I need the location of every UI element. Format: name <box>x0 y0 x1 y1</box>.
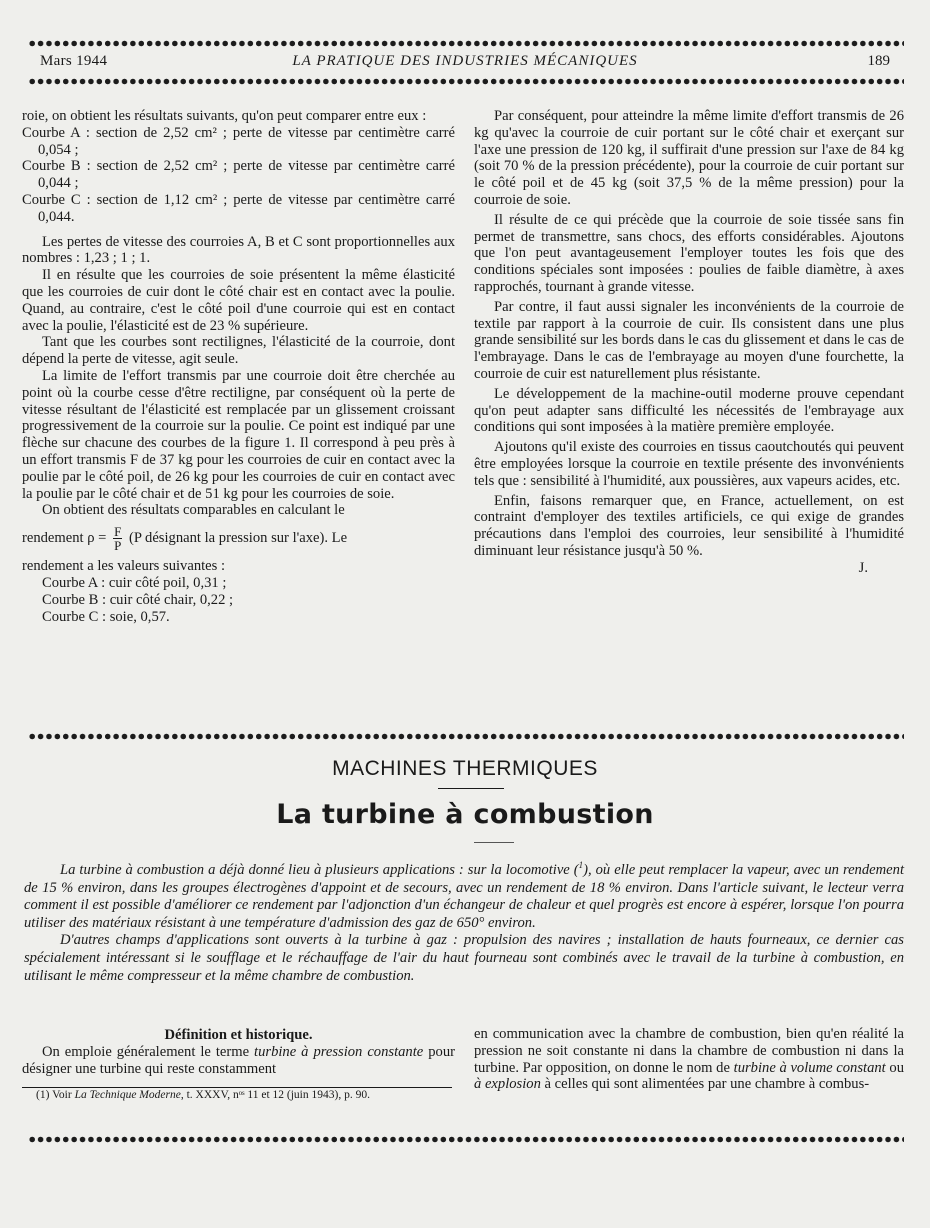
paragraph: La limite de l'effort transmis par une courroie doit être cherchée au point où la courbe cesse d'être rectiligne, par conséquent où la perte de vitesse résultant de l'élasticité est remplacée par un glissement croissant progressivement de la courroie sur la poulie. Ce point est indiqué par une flèche sur chacune des courbes de la figure 1. Il correspond à peu près à un effort transmis F de 37 kg pour les courroies de cuir en contact avec la poulie par le côté poil, de 26 kg pour les courroies de cuir en contact avec la poulie par le côté chair et de 51 kg pour les courroies de soie. <box>22 367 455 502</box>
yield-c-line: Courbe C : soie, 0,57. <box>42 608 170 625</box>
header-dotted-rule <box>28 78 904 85</box>
issue-date: Mars 1944 <box>40 53 108 69</box>
text-run: On emploie généralement le terme <box>42 1043 255 1060</box>
author-signature: J. <box>858 559 868 576</box>
footnote-ref: 1 <box>578 860 584 871</box>
paragraph: Par conséquent, pour atteindre la même limite d'effort transmis de 26 kg qu'avec la courroie de cuir portant sur le côté chair et exerçant sur l'axe une pression de 120 kg, il suffirait d'une pression sur l'axe de 84 kg (soit 70 % de la pression précédente), pour la courroie de cuir portant sur le côté poil et de 45 kg (soit 37,5 % de la même pression) pour la courroie de soie. <box>474 108 904 208</box>
text-run: , t. XXXV, nᵒˢ 11 et 12 (juin 1943), p. 90. <box>180 1089 370 1102</box>
section-rubric: MACHINES THERMIQUES <box>332 757 598 780</box>
paragraph <box>474 1026 904 1093</box>
standfirst-paragraph <box>24 862 904 932</box>
text-run: ou <box>885 1059 904 1076</box>
term: turbine à volume constant <box>733 1059 886 1076</box>
formula-numerator: F <box>114 524 122 540</box>
bottom-dotted-rule <box>28 1136 904 1143</box>
paragraph: Enfin, faisons remarquer que, en France, actuellement, on est contraint d'employer des textiles artificiels, ce qui exige de grandes précautions dans l'emploi des courroies, leur sensibilité à l'humidité diminuant leur résistance jusqu'à 50 %. <box>474 492 904 559</box>
article-left-column <box>22 1027 455 1102</box>
formula-line <box>22 525 455 552</box>
curve-b-line: Courbe B : section de 2,52 cm² ; perte de vitesse par centimètre carré 0,044 ; <box>22 158 455 192</box>
top-dotted-rule <box>28 40 904 47</box>
rubric-underline <box>438 788 504 789</box>
article-right-column <box>474 1026 904 1093</box>
text-run: en communication avec la chambre de combustion, bien qu'en réalité la pression ne soit constante ni dans la chambre de combustion ni dans la turbine. Par opposition, on donne le nom de <box>474 1026 904 1076</box>
article-standfirst <box>24 862 904 985</box>
formula-suffix: (P désignant la pression sur l'axe). Le <box>128 529 348 546</box>
journal-ref: La Technique Moderne <box>74 1089 181 1102</box>
journal-title: LA PRATIQUE DES INDUSTRIES MÉCANIQUES <box>292 53 638 69</box>
left-column <box>22 108 455 625</box>
term: turbine à pression constante <box>254 1043 424 1060</box>
term: à explosion <box>474 1076 541 1093</box>
standfirst-text: ), où elle peut remplacer la vapeur, avec un rendement de 15 % environ, dans les groupes électrogènes d'appoint et de secours, avec un rendement de 18 % environ. Dans l'article suivant, le lecteur verra comment il est possible d'améliorer ce rendement par l'adjonction d'un échangeur de chaleur et quel progrès est encore à espérer, lorsque l'on pourra utiliser des matériaux résistant à une température d'admission des gaz de 650° environ. <box>24 862 904 931</box>
text-run: pour désigner une turbine qui reste constamment <box>22 1043 455 1077</box>
title-ornament <box>474 842 514 843</box>
text-run: (1) Voir <box>36 1089 75 1102</box>
paragraph: Le développement de la machine-outil moderne prouve cependant qu'on peut adapter sans difficulté les nécessités de l'embrayage aux conditions qui sont imposées à la matière première employée. <box>474 385 904 436</box>
curve-a-line: Courbe A : section de 2,52 cm² ; perte de vitesse par centimètre carré 0,054 ; <box>22 124 455 158</box>
paragraph <box>22 1044 455 1078</box>
page-number: 189 <box>867 53 890 69</box>
yield-a-line: Courbe A : cuir côté poil, 0,31 ; <box>42 574 227 591</box>
formula-denominator: P <box>114 538 122 554</box>
paragraph: Ajoutons qu'il existe des courroies en tissus caoutchoutés qui peuvent être employées lorsque la courroie en textile présente des invonvénients tels que : sensibilité à l'humidité, aux poussières, aux vapeurs acides, etc. <box>474 439 904 489</box>
standfirst-text: La turbine à combustion a déjà donné lieu à plusieurs applications : sur la locomotive ( <box>60 862 579 878</box>
text-run: à celles qui sont alimentées par une chambre à combus- <box>540 1076 870 1093</box>
paragraph: Il en résulte que les courroies de soie présentent la même élasticité que les courroies de cuir dont le côté chair est en contact avec la poulie. Quand, au contraire, c'est le côté poil d'une courroie qui est en contact avec la poulie, l'élasticité est de 23 % supérieure. <box>22 267 455 334</box>
right-column <box>474 108 904 577</box>
yield-b-line: Courbe B : cuir côté chair, 0,22 ; <box>42 591 234 608</box>
subheading: Définition et historique. <box>164 1027 313 1043</box>
paragraph: Tant que les courbes sont rectilignes, l'élasticité de la courroie, dont dépend la perte de vitesse, agit seule. <box>22 334 455 368</box>
paragraph: Les pertes de vitesse des courroies A, B et C sont proportionnelles aux nombres : 1,23 ; 1 ; 1. <box>22 233 455 267</box>
paragraph: rendement a les valeurs suivantes : <box>22 558 226 575</box>
standfirst-paragraph: D'autres champs d'applications sont ouverts à la turbine à gaz : propulsion des navires ; installation de hauts fourneaux, ce dernier cas spécialement intéressant si le soufflage et le réchauffage de l'air du haut fourneau sont combinés avec le travail de la turbine à combustion, en utilisant le même compresseur et la même chambre de combustion. <box>24 932 904 984</box>
formula-prefix: rendement ρ = <box>22 529 107 546</box>
footnote <box>22 1088 455 1102</box>
paragraph: roie, on obtient les résultats suivants, qu'on peut comparer entre eux : <box>22 108 427 124</box>
article-title: La turbine à combustion <box>276 799 654 830</box>
paragraph: Il résulte de ce qui précède que la courroie de soie tissée sans fin permet de transmettre, sans chocs, des efforts considérables. Ajoutons que l'on peut avantageusement l'employer toutes les fois que des conditions spéciales sont imposées : poulies de faible diamètre, à axes rapprochés, tournant à grande vitesse. <box>474 211 904 295</box>
paragraph: Par contre, il faut aussi signaler les inconvénients de la courroie de textile par rapport à la courroie de cuir. Ils consistent dans une plus grande sensibilité sur les bords dans le cas du glissement et dans le cas de l'embrayage. Dans le cas de l'embrayage au moyen d'une fourchette, la courroie de cuir est naturellement plus résistante. <box>474 298 904 382</box>
paragraph: On obtient des résultats comparables en calculant le <box>42 502 345 519</box>
curve-c-line: Courbe C : section de 1,12 cm² ; perte de vitesse par centimètre carré 0,044. <box>22 191 455 225</box>
section-dotted-rule <box>28 733 904 740</box>
efficiency-formula <box>113 525 122 552</box>
running-header <box>40 53 890 71</box>
